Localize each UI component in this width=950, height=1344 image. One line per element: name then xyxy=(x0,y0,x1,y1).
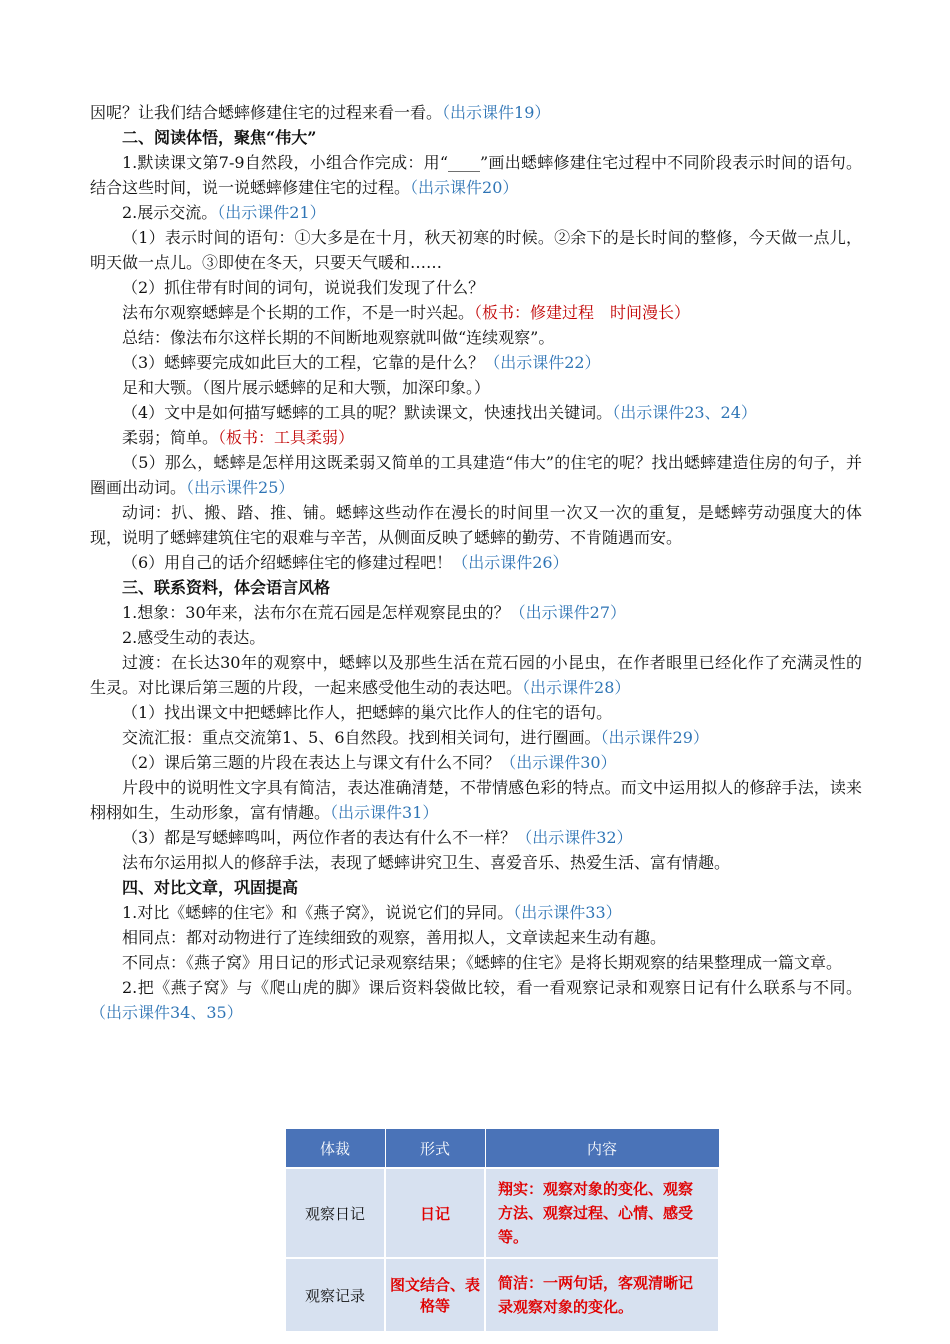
slide-reference: （出示课件25） xyxy=(186,478,295,497)
paragraph xyxy=(90,400,862,425)
section-heading xyxy=(90,875,862,900)
paragraph-text: （4）文中是如何描写蟋蟀的工具的呢？默读课文，快速找出关键词。 xyxy=(122,403,613,422)
paragraph xyxy=(90,225,862,275)
paragraph-text: （1）找出课文中把蟋蟀比作人，把蟋蟀的巢穴比作人的住宅的语句。 xyxy=(122,703,613,722)
paragraph xyxy=(90,725,862,750)
table-cell: 翔实：观察对象的变化、观察方法、观察过程、心情、感受等。 xyxy=(485,1168,719,1258)
blackboard-note: （板书：修建过程 时间漫长） xyxy=(474,303,691,322)
paragraph xyxy=(90,900,862,925)
paragraph-text: 足和大颚。（图片展示蟋蟀的足和大颚，加深印象。） xyxy=(122,378,491,397)
table-row xyxy=(285,1258,719,1332)
table-cell: 日记 xyxy=(385,1168,485,1258)
slide-reference: （出示课件26） xyxy=(452,553,569,572)
paragraph-text: 片段中的说明性文字具有简洁，表达准确清楚，不带情感色彩的特点。而文中运用拟人的修辞手法，读来栩栩如生，生动形象，富有情趣。 xyxy=(90,778,862,822)
paragraph xyxy=(90,550,862,575)
slide-reference: （出示课件28） xyxy=(522,678,631,697)
paragraph xyxy=(90,350,862,375)
paragraph xyxy=(90,450,862,500)
slide-reference: （出示课件21） xyxy=(217,203,326,222)
paragraph xyxy=(90,425,862,450)
paragraph-text: 总结：像法布尔这样长期的不间断地观察就叫做“连续观察”。 xyxy=(122,328,555,347)
paragraph xyxy=(90,625,862,650)
paragraph-text: （2）抓住带有时间的词句，说说我们发现了什么？ xyxy=(122,278,485,297)
paragraph xyxy=(90,850,862,875)
section-heading xyxy=(90,125,862,150)
paragraph-text: 法布尔观察蟋蟀是个长期的工作，不是一时兴起。 xyxy=(122,303,475,322)
paragraph xyxy=(90,150,862,200)
paragraph-text: 1.对比《蟋蟀的住宅》和《燕子窝》，说说它们的异同。 xyxy=(122,903,514,922)
paragraph-text: 相同点：都对动物进行了连续细致的观察，善用拟人，文章读起来生动有趣。 xyxy=(122,928,667,947)
slide-reference: （出示课件23、24） xyxy=(612,403,757,422)
paragraph-text: 2.感受生动的表达。 xyxy=(122,628,266,647)
comparison-table xyxy=(284,1128,720,1333)
paragraph xyxy=(90,375,862,400)
table-cell: 简洁：一两句话，客观清晰记录观察对象的变化。 xyxy=(485,1258,719,1332)
paragraph-text: （6）用自己的话介绍蟋蟀住宅的修建过程吧！ xyxy=(122,553,453,572)
paragraph xyxy=(90,100,862,125)
paragraph-text: （3）都是写蟋蟀鸣叫，两位作者的表达有什么不一样？ xyxy=(122,828,517,847)
table-cell: 观察日记 xyxy=(285,1168,385,1258)
table-header-cell: 体裁 xyxy=(285,1129,385,1169)
paragraph xyxy=(90,325,862,350)
slide-reference: （出示课件29） xyxy=(600,728,709,747)
paragraph xyxy=(90,500,862,550)
paragraph-text: 二、阅读体悟，聚焦“伟大” xyxy=(122,128,317,147)
paragraph xyxy=(90,825,862,850)
paragraph-text: 柔弱；简单。 xyxy=(122,428,219,447)
paragraph xyxy=(90,775,862,825)
paragraph-text: 1.想象：30年来，法布尔在荒石园是怎样观察昆虫的？ xyxy=(122,603,510,622)
paragraph xyxy=(90,600,862,625)
table-header-row xyxy=(285,1129,719,1169)
paragraph xyxy=(90,200,862,225)
section-heading xyxy=(90,575,862,600)
paragraph xyxy=(90,300,862,325)
slide-reference: （出示课件33） xyxy=(513,903,622,922)
slide-reference: （出示课件27） xyxy=(509,603,627,622)
slide-reference: （出示课件32） xyxy=(516,828,633,847)
slide-reference: （出示课件30） xyxy=(500,753,617,772)
paragraph-text: 过渡：在长达30年的观察中，蟋蟀以及那些生活在荒石园的小昆虫，在作者眼里已经化作了充满灵性的生灵。对比课后第三题的片段，一起来感受他生动的表达吧。 xyxy=(90,653,862,697)
paragraph-text: 因呢？让我们结合蟋蟀修建住宅的过程来看一看。 xyxy=(90,103,443,122)
paragraph-text: （5）那么，蟋蟀是怎样用这既柔弱又简单的工具建造“伟大”的住宅的呢？找出蟋蟀建造住房的句子，并圈画出动词。 xyxy=(90,453,862,497)
paragraph xyxy=(90,925,862,950)
paragraph xyxy=(90,950,862,975)
slide-reference: （出示课件22） xyxy=(484,353,601,372)
paragraph xyxy=(90,975,862,1025)
paragraph-text: 动词：扒、搬、踏、推、铺。蟋蟀这些动作在漫长的时间里一次又一次的重复，是蟋蟀劳动强度大的体现，说明了蟋蟀建筑住宅的艰难与辛苦，从侧面反映了蟋蟀的勤劳、不肯随遇而安。 xyxy=(90,503,862,547)
table-cell: 观察记录 xyxy=(285,1258,385,1332)
paragraph xyxy=(90,650,862,700)
paragraph-text: 四、对比文章，巩固提高 xyxy=(122,878,299,897)
paragraph-text: （3）蟋蟀要完成如此巨大的工程，它靠的是什么？ xyxy=(122,353,485,372)
paragraph-text: 2.把《燕子窝》与《爬山虎的脚》课后资料袋做比较，看一看观察记录和观察日记有什么联系与不同。 xyxy=(122,978,862,997)
paragraph-text: 三、联系资料，体会语言风格 xyxy=(122,578,331,597)
slide-reference: （出示课件20） xyxy=(410,178,519,197)
paragraph-text: 不同点：《燕子窝》用日记的形式记录观察结果；《蟋蟀的住宅》是将长期观察的结果整理成一篇文章。 xyxy=(122,953,843,972)
blackboard-note: （板书：工具柔弱） xyxy=(218,428,355,447)
document-body xyxy=(90,100,862,1025)
table-header-cell: 内容 xyxy=(485,1129,719,1169)
paragraph xyxy=(90,700,862,725)
paragraph-text: 1.默读课文第7-9自然段，小组合作完成：用“____”画出蟋蟀修建住宅过程中不同阶段表示时间的语句。结合这些时间，说一说蟋蟀修建住宅的过程。 xyxy=(90,153,862,197)
paragraph xyxy=(90,750,862,775)
table-row xyxy=(285,1168,719,1258)
paragraph-text: 2.展示交流。 xyxy=(122,203,218,222)
slide-reference: （出示课件31） xyxy=(330,803,439,822)
paragraph-text: （2）课后第三题的片段在表达上与课文有什么不同？ xyxy=(122,753,501,772)
table-header-cell: 形式 xyxy=(385,1129,485,1169)
paragraph xyxy=(90,275,862,300)
paragraph-text: 法布尔运用拟人的修辞手法，表现了蟋蟀讲究卫生、喜爱音乐、热爱生活、富有情趣。 xyxy=(122,853,731,872)
slide-reference: （出示课件19） xyxy=(442,103,551,122)
paragraph-text: （1）表示时间的语句：①大多是在十月，秋天初寒的时候。②余下的是长时间的整修，今天做一点儿，明天做一点儿。③即使在冬天，只要天气暖和…… xyxy=(90,228,862,272)
slide-reference: （出示课件34、35） xyxy=(90,1003,243,1022)
table-cell: 图文结合、表格等 xyxy=(385,1258,485,1332)
paragraph-text: 交流汇报：重点交流第1、5、6自然段。找到相关词句，进行圈画。 xyxy=(122,728,601,747)
